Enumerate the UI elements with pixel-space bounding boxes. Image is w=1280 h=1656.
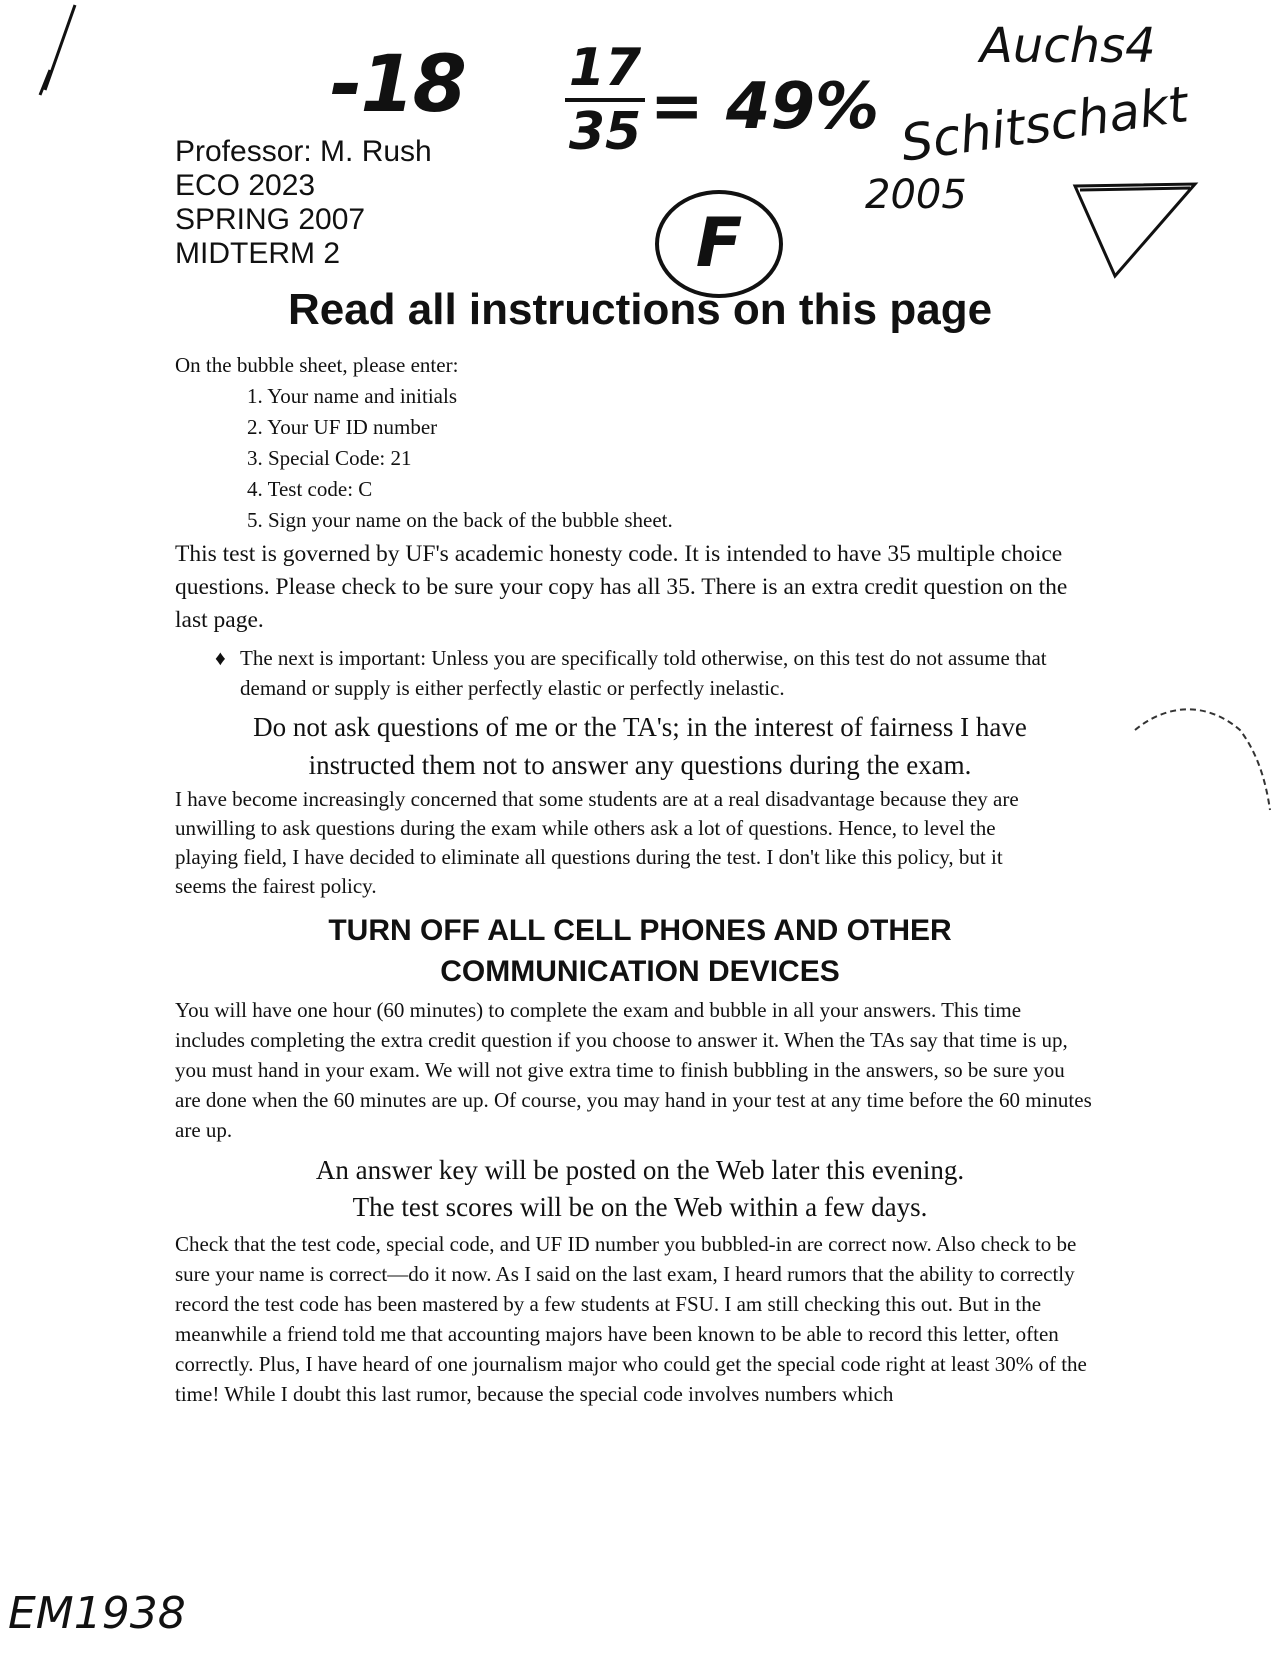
list-item: 4. Test code: C [247, 477, 373, 501]
document-code: EM1938 [8, 1588, 186, 1639]
honesty-paragraph: This test is governed by UF's academic honesty code. It is intended to have 35 multiple choice questions. Please check to be sure your copy has all 35. There is an extra credit question on the last page. [175, 541, 1068, 633]
course-line: ECO 2023 [175, 169, 316, 202]
exam-header [175, 135, 432, 271]
answer-key-line-2: The test scores will be on the Web within a few days. [352, 1192, 928, 1222]
phones-warning-line-1: TURN OFF ALL CELL PHONES AND OTHER [328, 914, 952, 947]
diamond-bullet-icon: ♦ [215, 646, 226, 670]
handwritten-signature: Schitschakt [897, 75, 1192, 173]
no-questions-notice [0, 708, 1280, 784]
answer-key-notice [0, 1152, 1280, 1226]
answer-key-line-1: An answer key will be posted on the Web later this evening. [315, 1155, 965, 1185]
handwritten-name: Auchs4 [980, 18, 1156, 74]
list-item: 2. Your UF ID number [247, 415, 438, 439]
bubble-intro: On the bubble sheet, please enter: [175, 353, 459, 377]
policy-paragraph: I have become increasingly concerned that some students are at a real disadvantage because they are unwilling to ask questions during the exam while others ask a lot of questions. Hence, to level the playing field, I have decided to eliminate all questions during the test. I don't like this policy, but it seems the fairest policy. [175, 787, 1019, 898]
term-line: SPRING 2007 [175, 203, 366, 236]
triangle-doodle-icon [1070, 178, 1200, 283]
score-denominator: 35 [568, 102, 642, 162]
bubble-instructions [175, 350, 1105, 536]
list-item: 3. Special Code: 21 [247, 446, 412, 470]
page-title: Read all instructions on this page [287, 285, 993, 334]
professor-line: Professor: M. Rush [175, 135, 432, 168]
exam-line: MIDTERM 2 [175, 237, 340, 270]
score-deduction: -18 [330, 40, 465, 130]
list-item: 1. Your name and initials [247, 384, 457, 408]
list-item: 5. Sign your name on the back of the bubble sheet. [247, 508, 673, 532]
handwritten-year: 2005 [865, 172, 967, 218]
time-rules-paragraph: You will have one hour (60 minutes) to complete the exam and bubble in all your answers. This time includes completing the extra credit question if you choose to answer it. When the TAs say that time is up, you must hand in your exam. We will not give extra time to finish bubbling in the answers, so be sure you are done when the 60 minutes are up. Of course, you may hand in your test at any time before the 60 minutes are up. [175, 998, 1092, 1142]
pen-slash-mark [20, 0, 90, 100]
phones-warning-line-2: COMMUNICATION DEVICES [440, 955, 840, 988]
score-percent: = 49% [650, 70, 880, 144]
no-questions-text: Do not ask questions of me or the TA's; in the interest of fairness I have instructed them not to answer any questions during the exam. [253, 712, 1027, 780]
bubble-steps-list [247, 381, 1105, 536]
score-fraction [565, 38, 645, 162]
check-code-paragraph: Check that the test code, special code, and UF ID number you bubbled-in are correct now. Also check to be sure your name is correct—do it now. As I said on the last exam, I heard rumors that the ability to correctly record the test code has been mastered by a few students at FSU. I am still checking this out. But in the meanwhile a friend told me that accounting majors have been known to be able to record this letter, often correctly. Plus, I have heard of one journalism major who could get the special code right at least 30% of the time! While I doubt this last rumor, because the special code involves numbers which [175, 1232, 1087, 1406]
phones-warning [0, 910, 1280, 992]
important-note [215, 643, 1095, 703]
important-note-text: The next is important: Unless you are specifically told otherwise, on this test do not assume that demand or supply is either perfectly elastic or perfectly inelastic. [240, 646, 1047, 700]
score-numerator: 17 [568, 38, 642, 98]
grade-circle: F [655, 190, 783, 298]
